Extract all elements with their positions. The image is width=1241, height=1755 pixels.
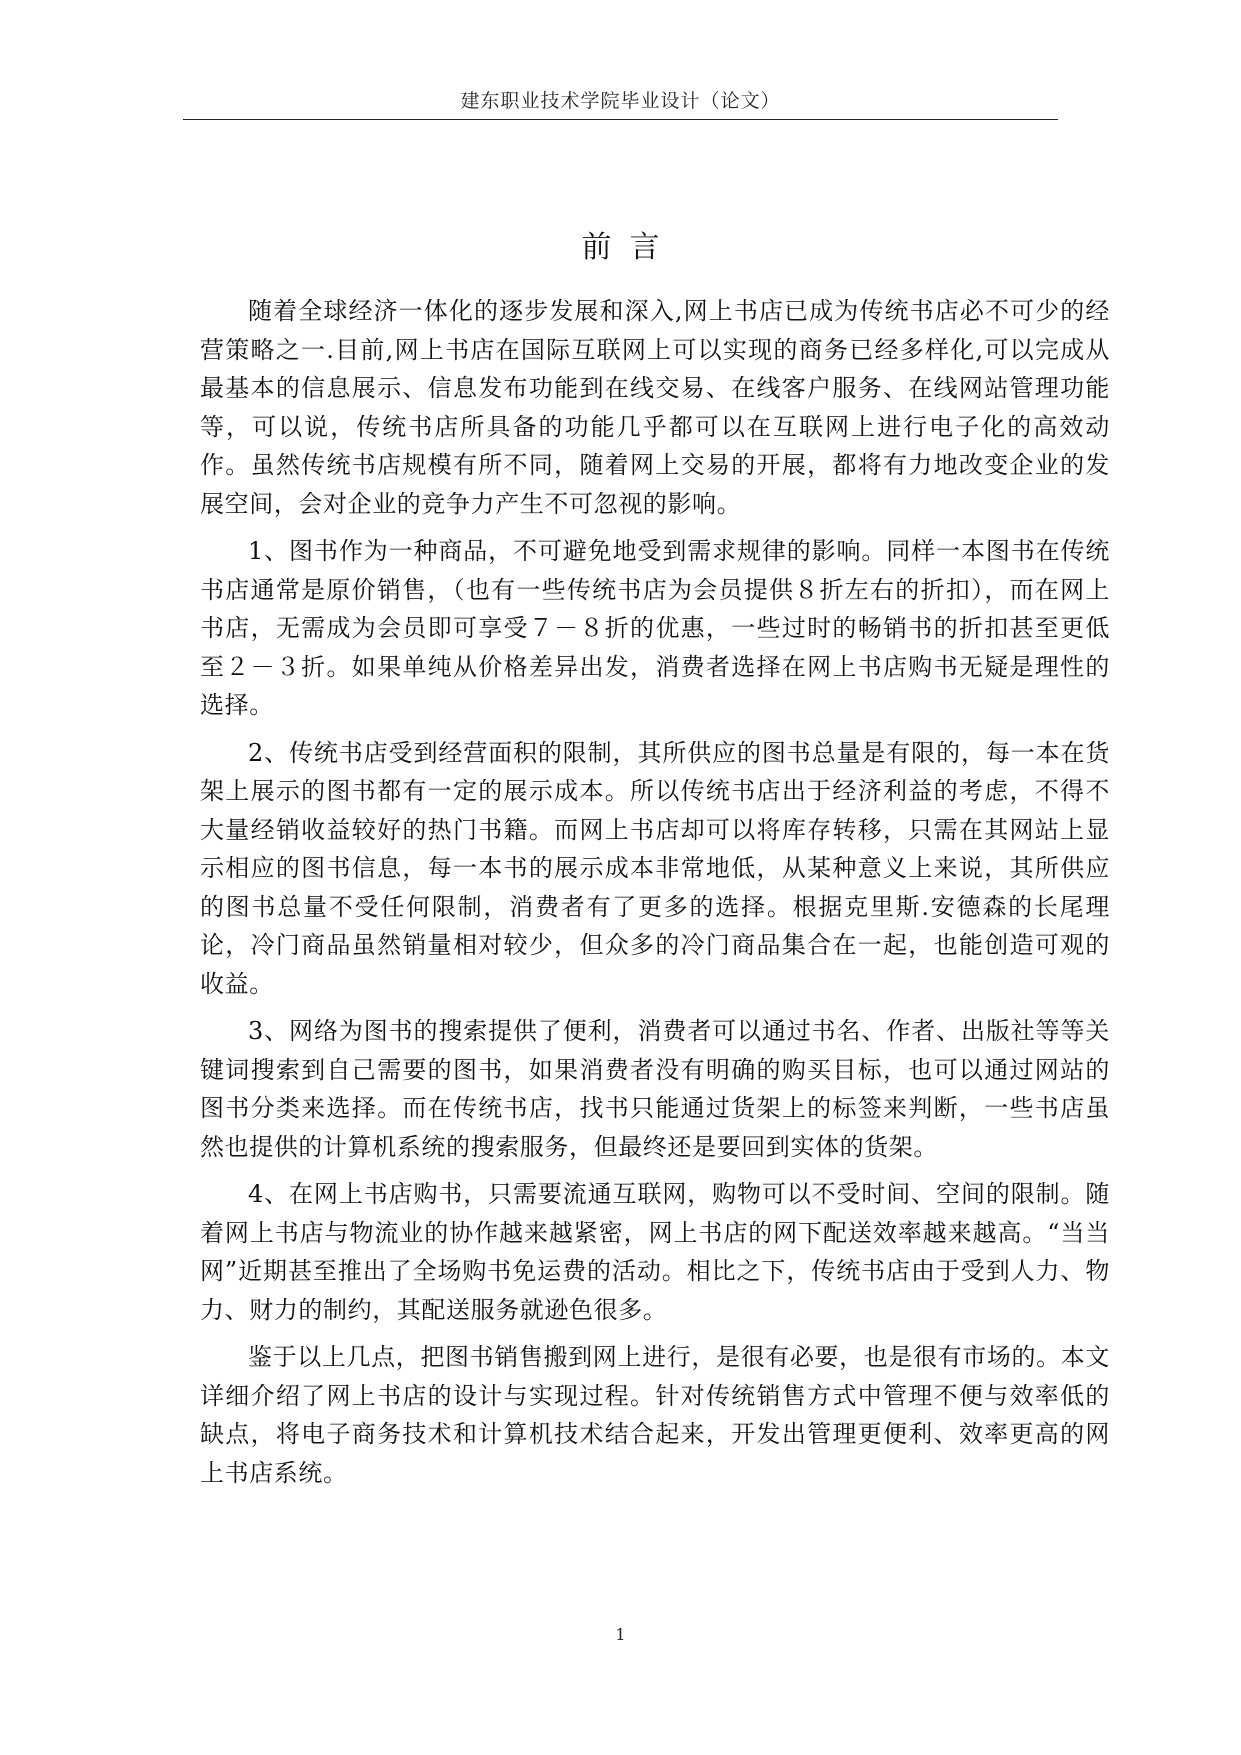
body-text [200, 292, 1110, 1501]
page-number: 1 [615, 1625, 626, 1644]
running-header: 建东职业技术学院毕业设计（论文） [460, 90, 781, 112]
paragraph-point-2: 2、传统书店受到经营面积的限制，其所供应的图书总量是有限的，每一本在货架上展示的图书都有一定的展示成本。所以传统书店出于经济利益的考虑，不得不大量经销收益较好的热门书籍。而网上书店却可以将库存转移，只需在其网站上显示相应的图书信息，每一本书的展示成本非常地低，从某种意义上来说，其所供应的图书总量不受任何限制，消费者有了更多的选择。根据克里斯.安德森的长尾理论，冷门商品虽然销量相对较少，但众多的冷门商品集合在一起，也能创造可观的收益。 [200, 738, 1110, 998]
section-title: 前言 [581, 230, 678, 265]
paragraph-point-1: 1、图书作为一种商品，不可避免地受到需求规律的影响。同样一本图书在传统书店通常是原价销售，（也有一些传统书店为会员提供８折左右的折扣），而在网上书店，无需成为会员即可享受７－８折的优惠，一些过时的畅销书的折扣甚至更低至２－３折。如果单纯从价格差异出发，消费者选择在网上书店购书无疑是理性的选择。 [200, 537, 1110, 719]
paragraph-point-3: 3、网络为图书的搜索提供了便利，消费者可以通过书名、作者、出版社等等关键词搜索到自己需要的图书，如果消费者没有明确的购买目标，也可以通过网站的图书分类来选择。而在传统书店，找书只能通过货架上的标签来判断，一些书店虽然也提供的计算机系统的搜索服务，但最终还是要回到实体的货架。 [200, 1017, 1110, 1161]
paragraph-point-4: 4、在网上书店购书，只需要流通互联网，购物可以不受时间、空间的限制。随着网上书店与物流业的协作越来越紧密，网上书店的网下配送效率越来越高。“当当网”近期甚至推出了全场购书免运费的活动。相比之下，传统书店由于受到人力、物力、财力的制约，其配送服务就逊色很多。 [200, 1180, 1110, 1324]
header-rule [183, 119, 1058, 120]
paragraph-intro: 随着全球经济一体化的逐步发展和深入,网上书店已成为传统书店必不可少的经营策略之一.目前,网上书店在国际互联网上可以实现的商务已经多样化,可以完成从最基本的信息展示、信息发布功能到在线交易、在线客户服务、在线网站管理功能等，可以说，传统书店所具备的功能几乎都可以在互联网上进行电子化的高效动作。虽然传统书店规模有所不同，随着网上交易的开展，都将有力地改变企业的发展空间，会对企业的竞争力产生不可忽视的影响。 [200, 297, 1110, 518]
paragraph-conclusion: 鉴于以上几点，把图书销售搬到网上进行，是很有必要，也是很有市场的。本文详细介绍了网上书店的设计与实现过程。针对传统销售方式中管理不便与效率低的缺点，将电子商务技术和计算机技术结合起来，开发出管理更便利、效率更高的网上书店系统。 [200, 1343, 1110, 1487]
